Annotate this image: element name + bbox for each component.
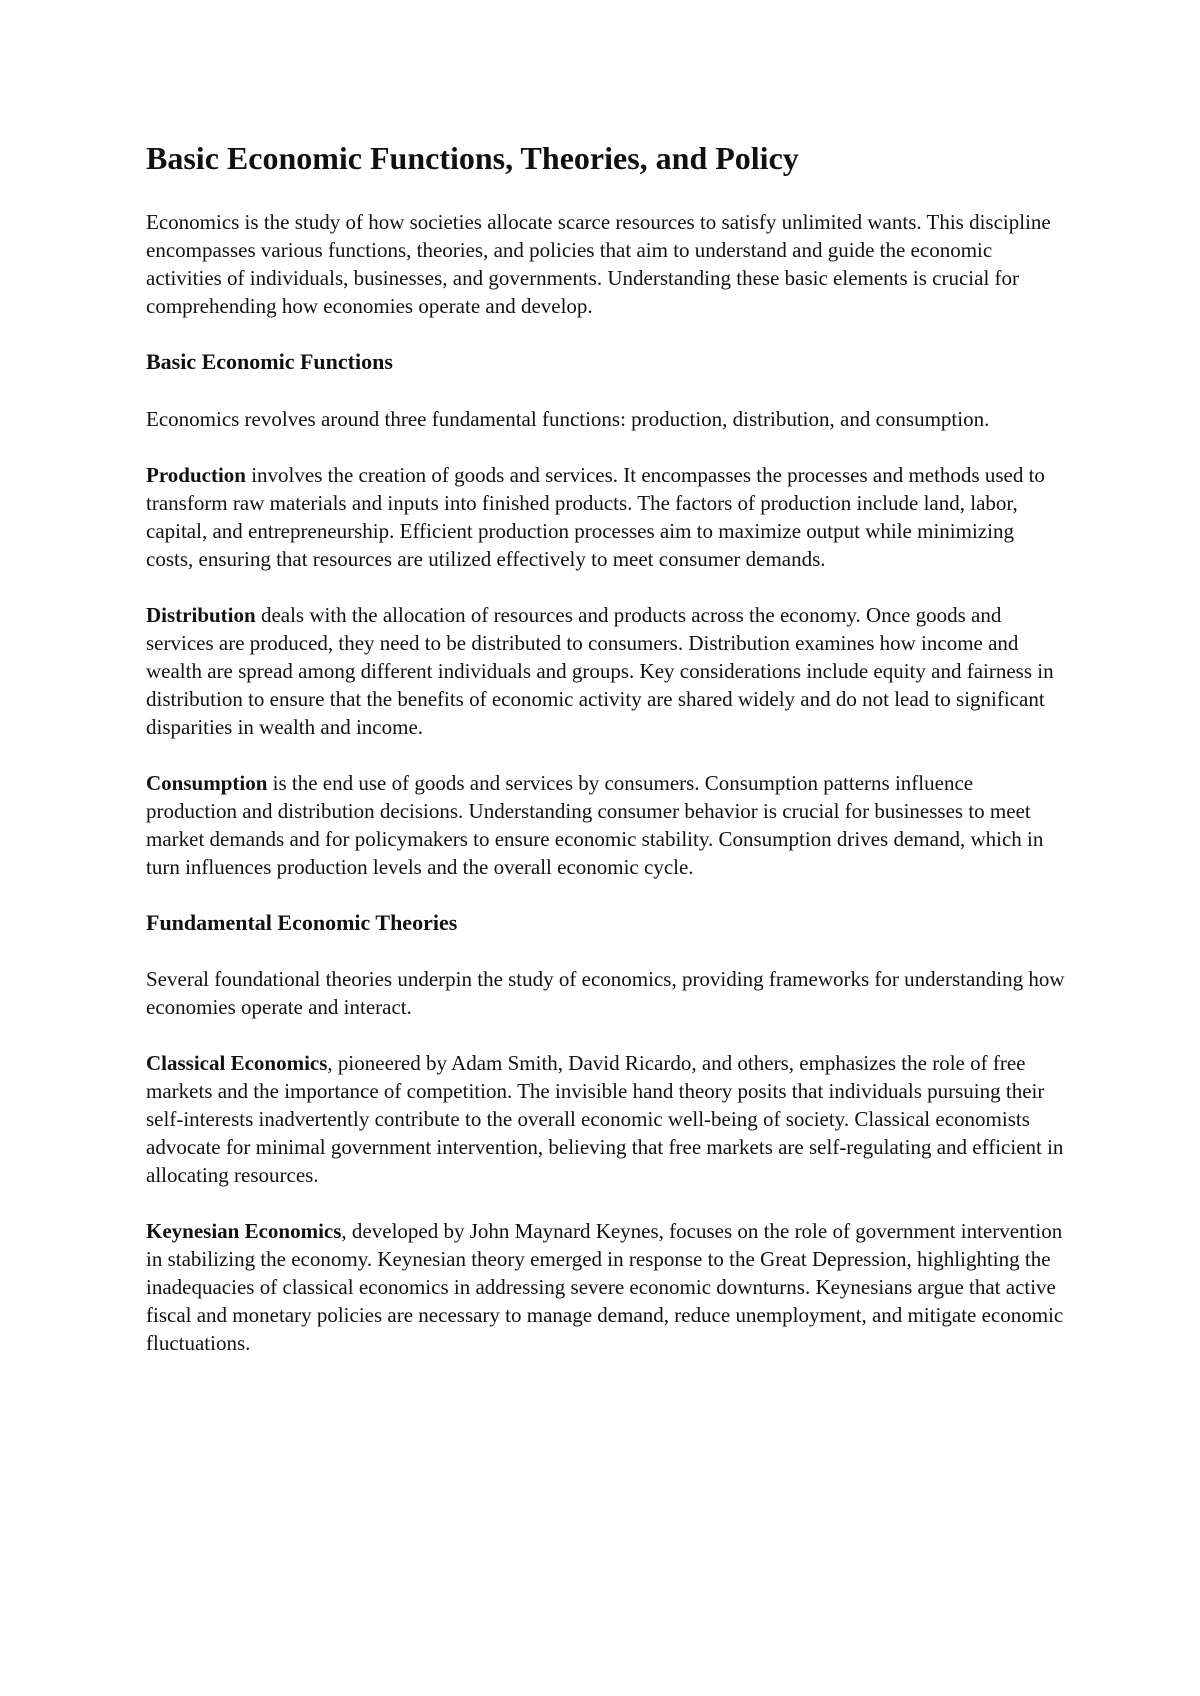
section-heading-functions: Basic Economic Functions <box>146 349 393 374</box>
term-keynesian-economics: Keynesian Economics <box>146 1219 342 1244</box>
paragraph-keynesian-economics <box>146 1217 1066 1357</box>
term-consumption: Consumption <box>146 770 268 795</box>
term-distribution: Distribution <box>146 602 256 627</box>
section-lead-functions: Economics revolves around three fundamental functions: production, distribution, and consumption. <box>146 406 990 431</box>
text-classical-economics: , pioneered by Adam Smith, David Ricardo, and others, emphasizes the role of free markets and the importance of competition. The invisible hand theory posits that individuals pursuing their self-interests inadvertently contribute to the overall economic well-being of society. Classical economists advocate for minimal government intervention, believing that free markets are self-regulating and efficient in allocating resources. <box>146 1051 1064 1188</box>
term-production: Production <box>146 462 246 487</box>
text-distribution: deals with the allocation of resources and products across the economy. Once goods and services are produced, they need to be distributed to consumers. Distribution examines how income and wealth are spread among different individuals and groups. Key considerations include equity and fairness in distribution to ensure that the benefits of economic activity are shared widely and do not lead to significant disparities in wealth and income. <box>146 602 1054 739</box>
document-page <box>146 138 1066 1385</box>
document-title: Basic Economic Functions, Theories, and Policy <box>146 140 799 176</box>
intro-paragraph: Economics is the study of how societies allocate scarce resources to satisfy unlimited wants. This discipline encompasses various functions, theories, and policies that aim to understand and guide the economic activities of individuals, businesses, and governments. Understanding these basic elements is crucial for comprehending how economies operate and develop. <box>146 210 1051 318</box>
term-classical-economics: Classical Economics <box>146 1051 328 1076</box>
section-lead-theories: Several foundational theories underpin the study of economics, providing frameworks for understanding how economies operate and interact. <box>146 967 1065 1020</box>
paragraph-classical-economics <box>146 1049 1066 1189</box>
section-heading-theories: Fundamental Economic Theories <box>146 909 458 935</box>
text-production: involves the creation of goods and services. It encompasses the processes and methods used to transform raw materials and inputs into finished products. The factors of production include land, labor, capital, and entrepreneurship. Efficient production processes aim to maximize output while minimizing costs, ensuring that resources are utilized effectively to meet consumer demands. <box>146 462 1045 571</box>
paragraph-production <box>146 461 1066 573</box>
text-consumption: is the end use of goods and services by consumers. Consumption patterns influence production and distribution decisions. Understanding consumer behavior is crucial for businesses to meet market demands and for policymakers to ensure economic stability. Consumption drives demand, which in turn influences production levels and the overall economic cycle. <box>146 770 1044 879</box>
paragraph-consumption <box>146 769 1066 881</box>
paragraph-distribution <box>146 601 1066 741</box>
text-keynesian-economics: , developed by John Maynard Keynes, focuses on the role of government intervention in stabilizing the economy. Keynesian theory emerged in response to the Great Depression, highlighting the inadequacies of classical economics in addressing severe economic downturns. Keynesians argue that active fiscal and monetary policies are necessary to manage demand, reduce unemployment, and mitigate economic fluctuations. <box>146 1219 1064 1356</box>
